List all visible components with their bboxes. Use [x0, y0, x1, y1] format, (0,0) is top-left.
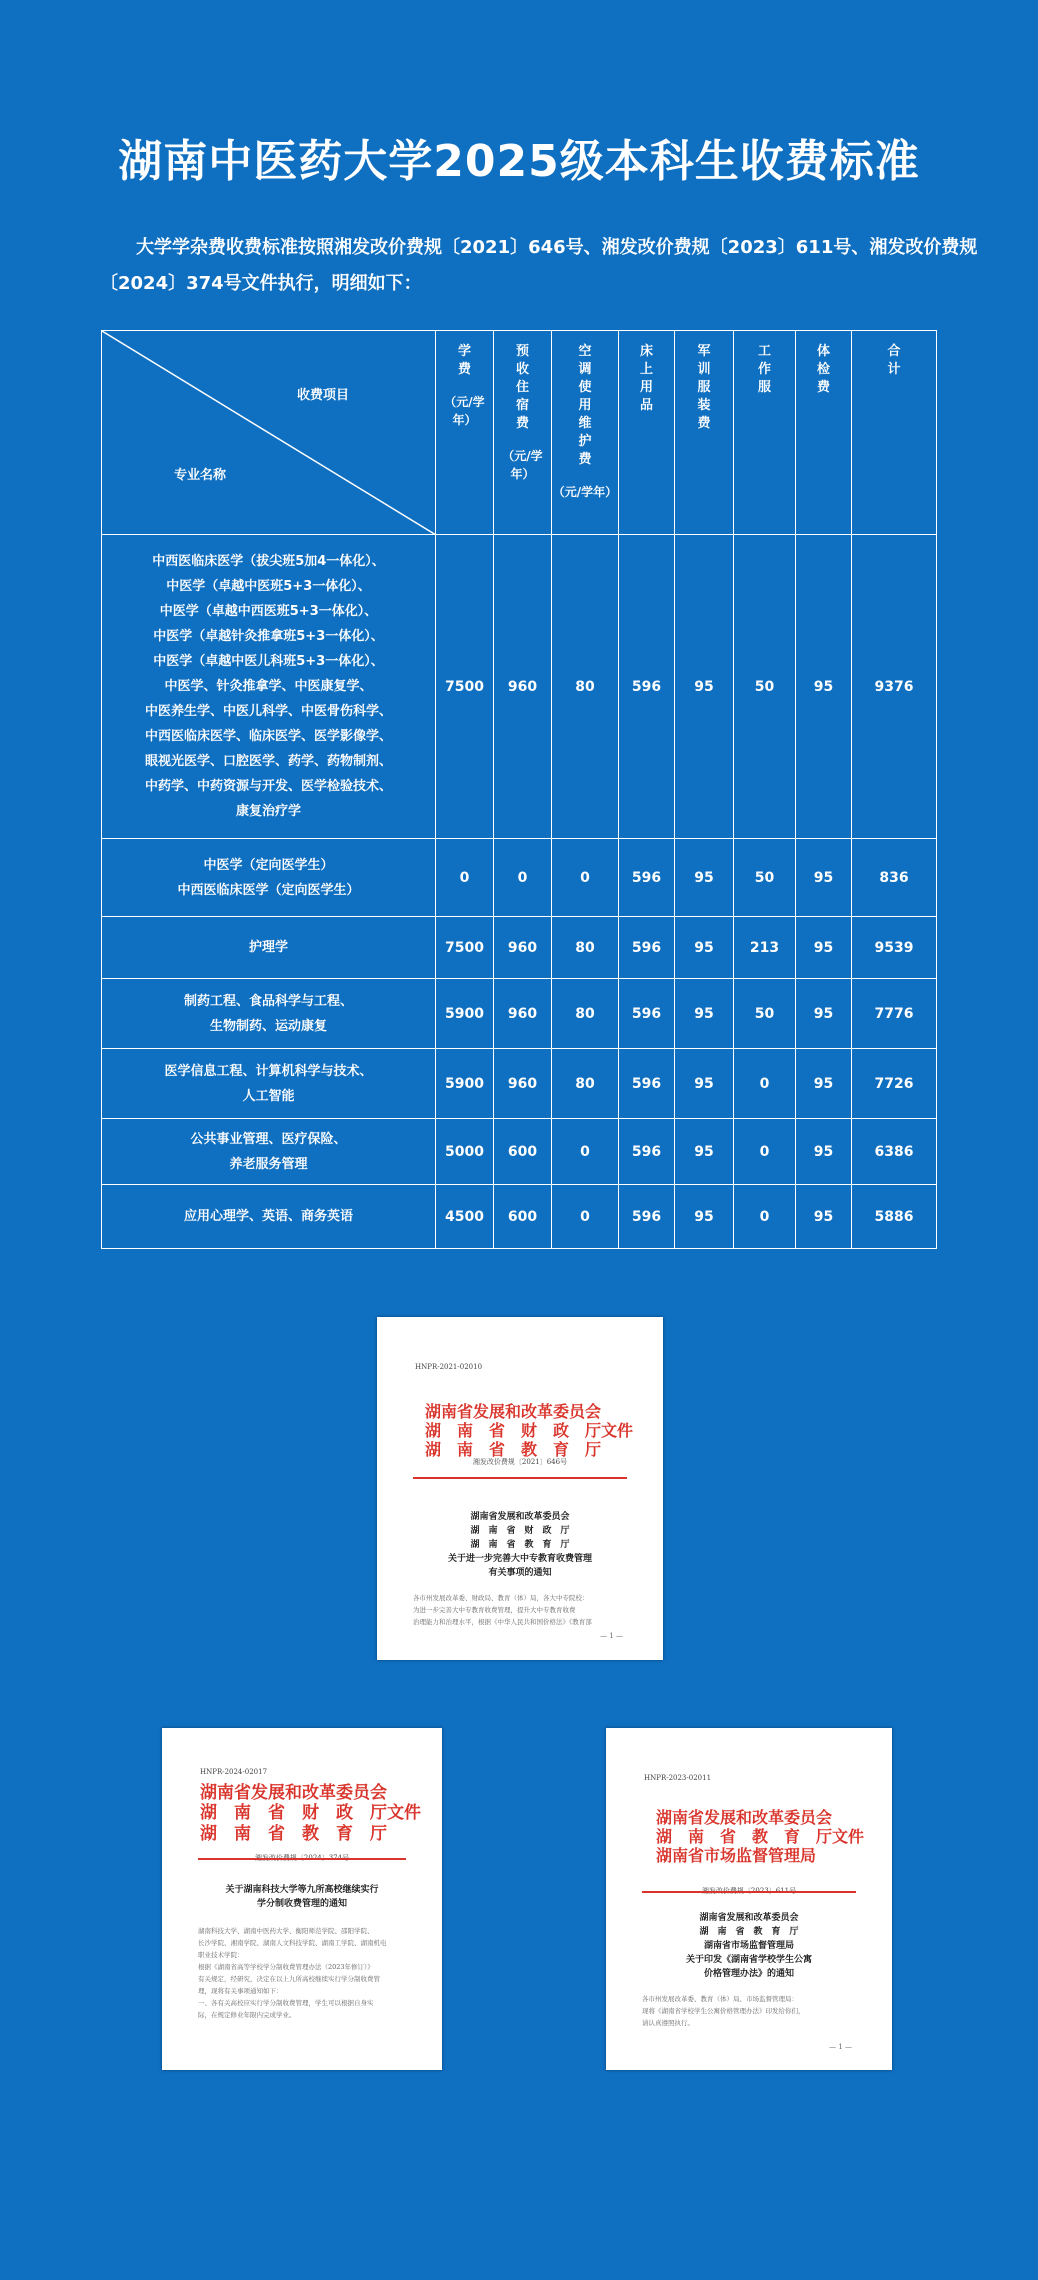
- column-header-label: 空调使用维护费: [578, 344, 592, 467]
- diagonal-line: [102, 331, 436, 535]
- table-header-row: [102, 331, 937, 535]
- fee-value-cell: 5900: [436, 1049, 494, 1119]
- major-name-cell: 中西医临床医学（拔尖班5加4一体化）、 中医学（卓越中医班5+3一体化）、 中医学（卓越中西医班5+3一体化）、 中医学（卓越针灸推拿班5+3一体化）、 中医学（卓越中医儿科班5+3一体化）、 中医学、针灸推拿学、中医康复学、 中医养生学、中医儿科学、中医骨伤科学、 中西医临床医学、临床医学、医学影像学、 眼视光医学、口腔医学、药学、药物制剂、 中药学、中药资源与开发、医学检验技术、 康复治疗学: [102, 535, 436, 839]
- major-name-cell: 护理学: [102, 917, 436, 979]
- document-code: HNPR-2023-02011: [644, 1774, 712, 1782]
- fee-value-cell: 0: [552, 1185, 619, 1249]
- document-body-text: 各市州发展改革委、教育（体）局、市场监督管理局： 现将《湖南省学校学生公寓价格管理办法》印发给你们， 请认真遵照执行。: [642, 1995, 805, 2027]
- table-row: [102, 979, 937, 1049]
- fee-items-label: 收费项目: [297, 388, 350, 403]
- column-header-label: 合计: [887, 344, 901, 377]
- fee-value-cell: 95: [796, 839, 852, 917]
- major-name-cell: 应用心理学、英语、商务英语: [102, 1185, 436, 1249]
- fee-value-cell: 596: [619, 1119, 675, 1185]
- fee-value-cell: 596: [619, 979, 675, 1049]
- fee-value-cell: 0: [734, 1119, 796, 1185]
- fee-value-cell: 95: [796, 1119, 852, 1185]
- fee-value-cell: 960: [494, 535, 552, 839]
- column-header-unit: （元/学年）: [502, 449, 543, 481]
- column-header-label: 工作服: [757, 344, 771, 395]
- fee-value-cell: 0: [494, 839, 552, 917]
- table-row: [102, 839, 937, 917]
- column-header: [852, 331, 937, 535]
- column-header: [796, 331, 852, 535]
- document-code: HNPR-2024-02017: [200, 1768, 268, 1776]
- fee-value-cell: 95: [796, 917, 852, 979]
- fee-value-cell: 960: [494, 979, 552, 1049]
- red-divider-line: [413, 1477, 627, 1479]
- major-name-cell: 中医学（定向医学生） 中西医临床医学（定向医学生）: [102, 839, 436, 917]
- red-divider-line: [642, 1891, 856, 1893]
- fee-value-cell: 80: [552, 979, 619, 1049]
- fee-value-cell: 95: [675, 535, 734, 839]
- fee-value-cell: 0: [734, 1049, 796, 1119]
- major-name-cell: 医学信息工程、计算机科学与技术、 人工智能: [102, 1049, 436, 1119]
- policy-document-image: [162, 1728, 442, 2070]
- fee-value-cell: 9539: [852, 917, 937, 979]
- fee-value-cell: 5000: [436, 1119, 494, 1185]
- major-name-cell: 制药工程、食品科学与工程、 生物制药、运动康复: [102, 979, 436, 1049]
- fee-value-cell: 7500: [436, 535, 494, 839]
- table-row: [102, 1185, 937, 1249]
- column-header: [675, 331, 734, 535]
- document-page-number: — 1 —: [829, 2043, 852, 2051]
- fee-value-cell: 95: [675, 1119, 734, 1185]
- fee-value-cell: 95: [675, 839, 734, 917]
- major-name-cell: 公共事业管理、医疗保险、 养老服务管理: [102, 1119, 436, 1185]
- column-header-label: 体检费: [816, 344, 830, 395]
- column-header-unit: （元/学年）: [444, 395, 485, 427]
- column-header: [494, 331, 552, 535]
- column-header-label: 军训服装费: [697, 344, 711, 431]
- document-heading: 关于湖南科技大学等九所高校继续实行 学分制收费管理的通知: [225, 1885, 379, 1909]
- fee-value-cell: 0: [436, 839, 494, 917]
- fee-value-cell: 596: [619, 1049, 675, 1119]
- fee-value-cell: 600: [494, 1119, 552, 1185]
- fee-value-cell: 0: [552, 839, 619, 917]
- column-header-unit: （元/学年）: [552, 485, 618, 499]
- fee-value-cell: 213: [734, 917, 796, 979]
- fee-value-cell: 95: [796, 1049, 852, 1119]
- table-row: [102, 1119, 937, 1185]
- fee-value-cell: 600: [494, 1185, 552, 1249]
- fee-value-cell: 5886: [852, 1185, 937, 1249]
- fee-value-cell: 960: [494, 917, 552, 979]
- intro-text: 大学学杂费收费标准按照湘发改价费规〔2021〕646号、湘发改价费规〔2023〕611号、湘发改价费规〔2024〕374号文件执行，明细如下：: [100, 237, 978, 294]
- fee-value-cell: 80: [552, 1049, 619, 1119]
- fee-value-cell: 6386: [852, 1119, 937, 1185]
- major-name-label: 专业名称: [174, 468, 227, 483]
- document-body-text: 各市州发展改革委、财政局、教育（体）局，各大中专院校： 为进一步完善大中专教育收费管理，提升大中专教育收费 治理能力和治理水平，根据《中华人民共和国价格法》《教育部: [413, 1594, 592, 1626]
- document-issuer: 湖南省发展和改革委员会 湖 南 省 财 政 厅文件 湖 南 省 教 育 厅: [200, 1783, 421, 1844]
- table-row: [102, 1049, 937, 1119]
- fee-value-cell: 95: [796, 1185, 852, 1249]
- document-issuer: 湖南省发展和改革委员会 湖 南 省 教 育 厅文件 湖南省市场监督管理局: [656, 1808, 865, 1866]
- document-issuer: 湖南省发展和改革委员会 湖 南 省 财 政 厅文件 湖 南 省 教 育 厅: [425, 1402, 634, 1460]
- fee-value-cell: 836: [852, 839, 937, 917]
- column-header-label: 学费: [457, 344, 471, 377]
- policy-document-image: [377, 1317, 663, 1660]
- diagonal-header-cell: [102, 331, 436, 535]
- page-title: 湖南中医药大学2025级本科生收费标准: [118, 136, 920, 187]
- document-heading: 湖南省发展和改革委员会 湖 南 省 财 政 厅 湖 南 省 教 育 厅 关于进一步完善大中专教育收费管理 有关事项的通知: [447, 1512, 592, 1578]
- table-row: [102, 535, 937, 839]
- column-header-label: 床上用品: [639, 344, 653, 413]
- fee-value-cell: 0: [552, 1119, 619, 1185]
- column-header-label: 预收住宿费: [515, 344, 529, 431]
- fee-value-cell: 95: [796, 535, 852, 839]
- document-body-text: 湖南科技大学、湖南中医药大学、衡阳师范学院、邵阳学院、 长沙学院、湘南学院、湖南人文科技学院、湖南工学院、湖南机电 职业技术学院： 根据《湖南省高等学校学分制收费管理办法（2023年修订）》 有关规定，经研究，决定在以上九所高校继续实行学分制收费管 理，现将有关事项通知如下： 一、各有关高校应实行学分制收费管理，学生可以根据自身实 际，在规定修业年限内完成学业。: [198, 1927, 387, 2019]
- policy-document-image: [606, 1728, 892, 2070]
- document-code: HNPR-2021-02010: [415, 1363, 483, 1371]
- column-header: [734, 331, 796, 535]
- fee-table: [101, 330, 937, 1249]
- fee-value-cell: 95: [675, 917, 734, 979]
- fee-value-cell: 596: [619, 917, 675, 979]
- column-header: [552, 331, 619, 535]
- fee-value-cell: 5900: [436, 979, 494, 1049]
- fee-value-cell: 95: [675, 1185, 734, 1249]
- fee-value-cell: 80: [552, 535, 619, 839]
- fee-value-cell: 95: [796, 979, 852, 1049]
- fee-value-cell: 7776: [852, 979, 937, 1049]
- document-heading: 湖南省发展和改革委员会 湖 南 省 教 育 厅 湖南省市场监督管理局 关于印发《湖南省学校学生公寓 价格管理办法》的通知: [685, 1913, 812, 1979]
- document-number: 湘发改价费规〔2021〕646号: [472, 1458, 568, 1466]
- fee-value-cell: 95: [675, 979, 734, 1049]
- fee-value-cell: 50: [734, 979, 796, 1049]
- fee-value-cell: 960: [494, 1049, 552, 1119]
- column-header: [436, 331, 494, 535]
- fee-value-cell: 50: [734, 839, 796, 917]
- document-page-number: — 1 —: [600, 1632, 623, 1640]
- table-row: [102, 917, 937, 979]
- column-header: [619, 331, 675, 535]
- fee-value-cell: 80: [552, 917, 619, 979]
- fee-value-cell: 596: [619, 839, 675, 917]
- red-divider-line: [198, 1858, 406, 1860]
- fee-value-cell: 50: [734, 535, 796, 839]
- fee-value-cell: 596: [619, 535, 675, 839]
- fee-value-cell: 596: [619, 1185, 675, 1249]
- fee-value-cell: 95: [675, 1049, 734, 1119]
- fee-value-cell: 7500: [436, 917, 494, 979]
- fee-value-cell: 9376: [852, 535, 937, 839]
- fee-value-cell: 4500: [436, 1185, 494, 1249]
- fee-value-cell: 0: [734, 1185, 796, 1249]
- fee-value-cell: 7726: [852, 1049, 937, 1119]
